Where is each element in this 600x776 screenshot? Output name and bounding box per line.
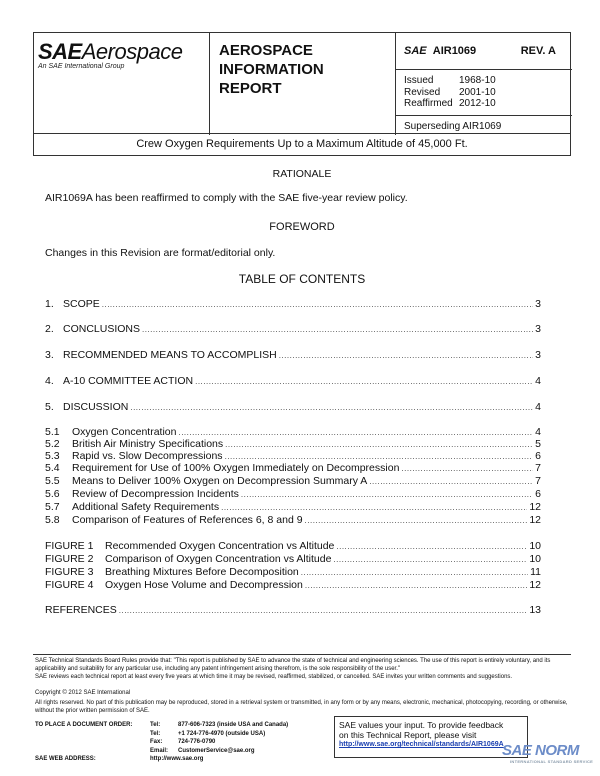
toc-entry[interactable]: 5.6 Review of Decompression Incidents ..... 6: [45, 488, 541, 500]
rationale-heading: RATIONALE: [272, 168, 332, 180]
toc-entry[interactable]: 5. DISCUSSION ..... 4: [45, 401, 541, 413]
toc-entry[interactable]: 2. CONCLUSIONS ..... 3: [45, 323, 541, 335]
rationale-text: AIR1069A has been reaffirmed to comply with the SAE five-year review policy.: [45, 192, 408, 204]
document-number: SAE AIR1069: [404, 45, 477, 57]
feedback-link[interactable]: http://www.sae.org/technical/standards/AIR1069A: [339, 741, 504, 748]
toc-entry[interactable]: 5.8 Comparison of Features of References 6, 8 and 9 ..... 12: [45, 514, 541, 526]
toc-entry[interactable]: 5.4 Requirement for Use of 100% Oxygen Immediately on Decompression ..... 7: [45, 462, 541, 474]
sae-aerospace-logo: SAEAerospace An SAE International Group: [38, 39, 183, 70]
revision-label: REV. A: [520, 45, 556, 57]
toc-heading: TABLE OF CONTENTS: [238, 272, 366, 286]
toc-entry[interactable]: 5.3 Rapid vs. Slow Decompressions ..... 6: [45, 450, 541, 462]
toc-entry[interactable]: FIGURE 3 Breathing Mixtures Before Decomposition ..... 11: [45, 566, 541, 578]
toc-entry[interactable]: 4. A-10 COMMITTEE ACTION ..... 4: [45, 375, 541, 387]
toc-entry[interactable]: FIGURE 2 Comparison of Oxygen Concentration vs Altitude ..... 10: [45, 553, 541, 565]
superseding-note: Superseding AIR1069: [404, 121, 502, 132]
document-header: [33, 32, 571, 134]
toc-entry[interactable]: REFERENCES ..... 13: [45, 604, 541, 616]
foreword-heading: FOREWORD: [269, 221, 335, 233]
toc-entry[interactable]: 1. SCOPE ..... 3: [45, 298, 541, 310]
toc-entry[interactable]: FIGURE 4 Oxygen Hose Volume and Decompression ..... 12: [45, 579, 541, 591]
toc-entry[interactable]: 5.7 Additional Safety Requirements ..... 12: [45, 501, 541, 513]
document-dates: Issued 1968-10 Revised 2001-10 Reaffirmed 2012-10: [404, 75, 496, 109]
report-type-title: AEROSPACE INFORMATION REPORT: [219, 42, 324, 97]
toc-entry[interactable]: 5.2 British Air Ministry Specifications ..... 5: [45, 438, 541, 450]
sae-norm-watermark: SAE NORM INTERNATIONAL STANDARD SERVICE: [502, 742, 594, 764]
feedback-box: SAE values your input. To provide feedback on this Technical Report, please visit http://www.sae.org/technical/standards/AIR1069A: [334, 716, 528, 758]
order-contact-info: TO PLACE A DOCUMENT ORDER: Tel: 877-606-7323 (inside USA and Canada) Tel: +1 724-776-4970 (outside USA) Fax: 724-776-0790 Email: CustomerService@sae.org SAE WEB ADDRESS: http://www.sae.org: [35, 721, 294, 764]
customer-service-email[interactable]: CustomerService@sae.org: [178, 747, 255, 754]
document-info-block: [402, 33, 572, 135]
toc-entry[interactable]: 5.5 Means to Deliver 100% Oxygen on Decompression Summary A ..... 7: [45, 475, 541, 487]
footer-copyright: Copyright © 2012 SAE International: [35, 690, 131, 696]
toc-entry[interactable]: 5.1 Oxygen Concentration ..... 4: [45, 426, 541, 438]
document-subject: Crew Oxygen Requirements Up to a Maximum Altitude of 45,000 Ft.: [33, 134, 571, 156]
toc-entry[interactable]: 3. RECOMMENDED MEANS TO ACCOMPLISH ..... 3: [45, 349, 541, 361]
footer-rules-text: SAE Technical Standards Board Rules provide that: "This report is published by SAE to advance the state of technical and engineering sciences. The use of this report is entirely voluntary, and its applicability and suitability for any particular use, including any patent infringement arising therefrom, is the sole responsibility of the user.": [35, 658, 551, 672]
toc-entry[interactable]: FIGURE 1 Recommended Oxygen Concentration vs Altitude ..... 10: [45, 540, 541, 552]
foreword-text: Changes in this Revision are format/editorial only.: [45, 247, 276, 259]
sae-web-link[interactable]: http://www.sae.org: [150, 756, 204, 762]
footer-rights-text: All rights reserved. No part of this publication may be reproduced, stored in a retrieval system or transmitted, in any form or by any means, electronic, mechanical, photocopying, recording, or otherwise, without the prior written permission of SAE.: [35, 700, 568, 714]
footer-review-text: SAE reviews each technical report at least every five years at which time it may be revised, reaffirmed, stabilized, or cancelled. SAE invites your written comments and suggestions.: [35, 674, 513, 680]
